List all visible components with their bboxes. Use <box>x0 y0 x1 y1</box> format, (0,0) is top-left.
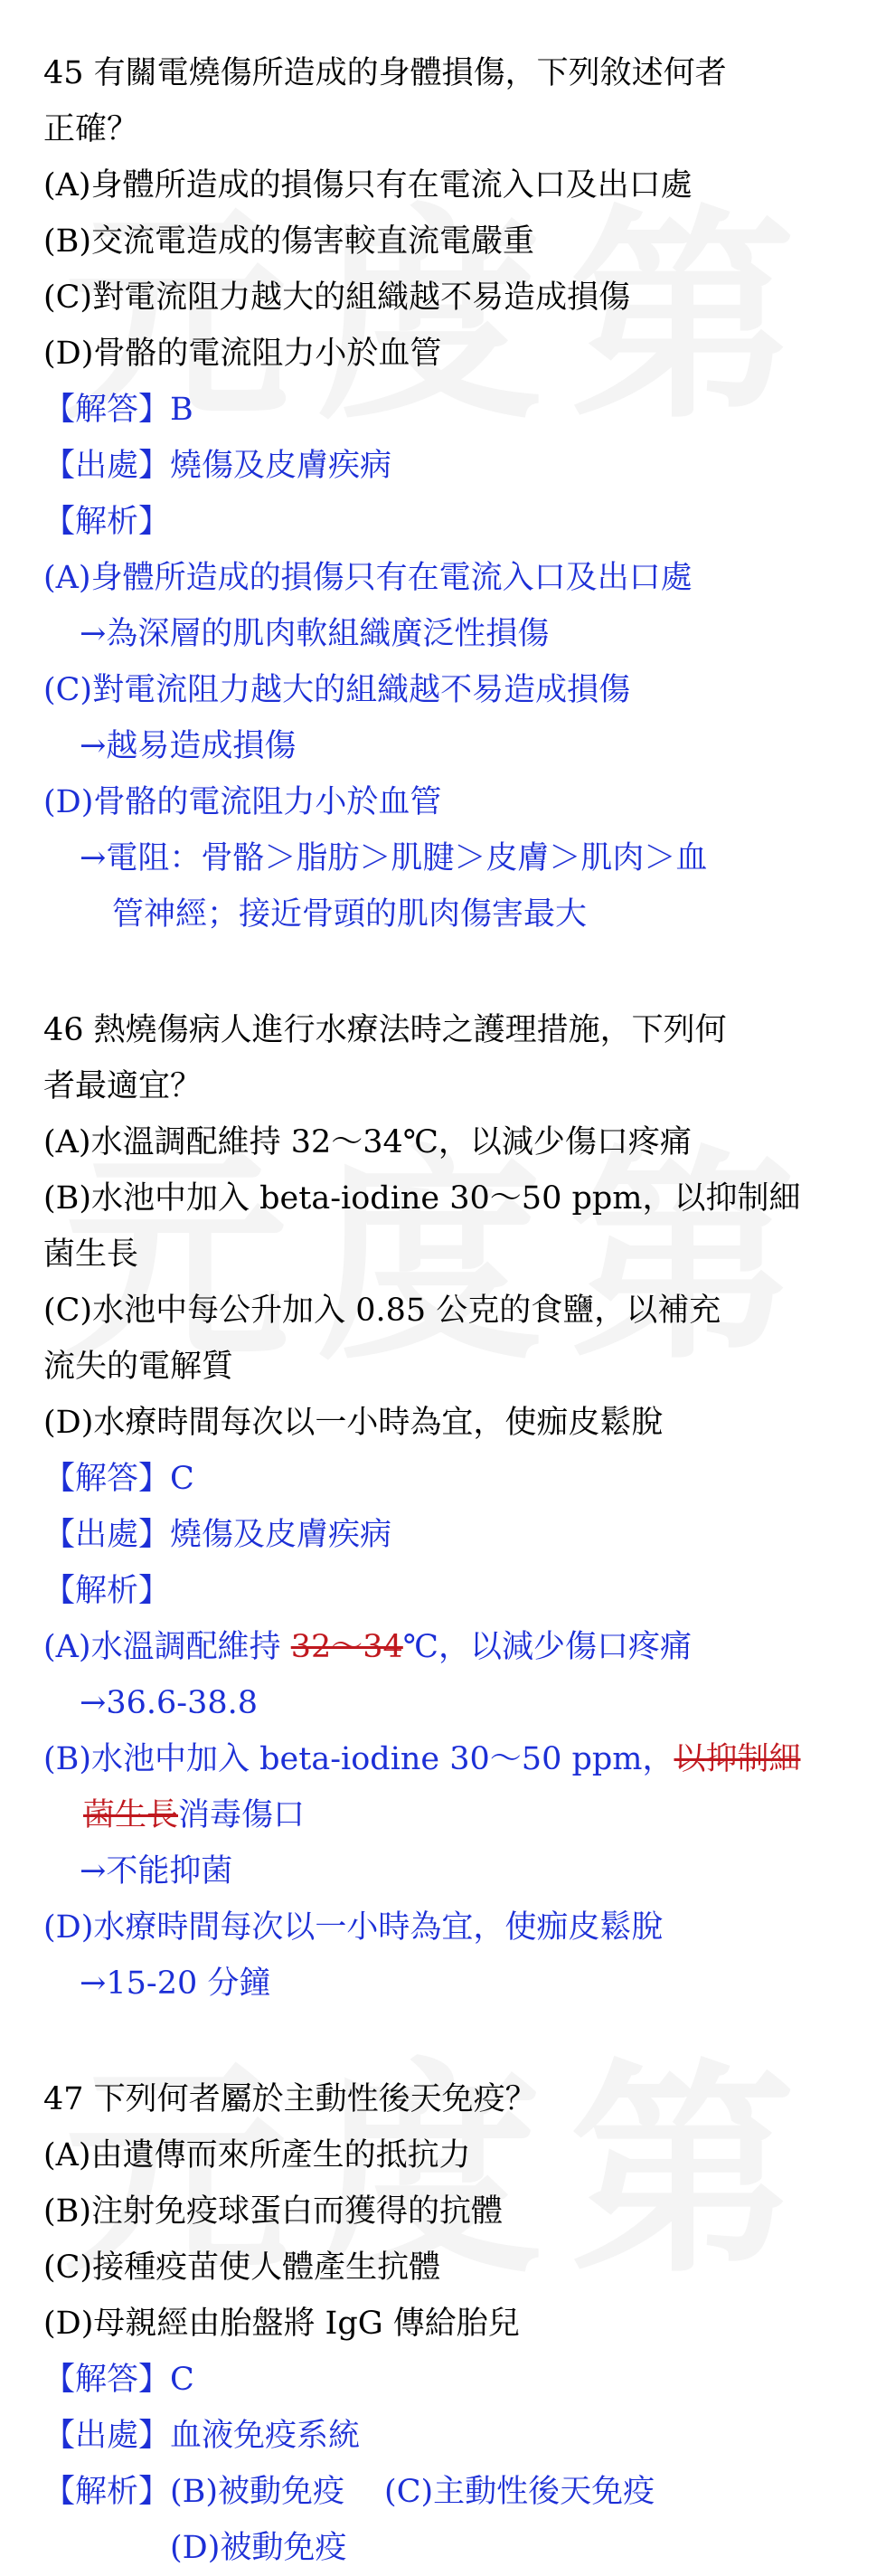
option-c: (C)對電流阻力越大的組織越不易造成損傷 <box>43 279 631 316</box>
option-c-cont: 流失的電解質 <box>43 1349 234 1385</box>
option-b: (B)水池中加入 beta-iodine 30～50 ppm，以抑制細 <box>43 1180 801 1217</box>
document-body <box>43 45 857 2576</box>
analysis-note: →越易造成損傷 <box>80 728 297 764</box>
analysis-label: 【解析】 <box>43 504 171 540</box>
analysis-item: (D)骨骼的電流阻力小於血管 <box>43 784 442 820</box>
option-a: (A)身體所造成的損傷只有在電流入口及出口處 <box>43 167 693 204</box>
analysis-note: →為深層的肌肉軟組織廣泛性損傷 <box>80 616 550 652</box>
analysis-text: (B)水池中加入 beta-iodine 30～50 ppm， <box>43 1741 674 1777</box>
option-c: (C)接種疫苗使人體產生抗體 <box>43 2249 441 2286</box>
source: 【出處】血液免疫系統 <box>43 2418 361 2454</box>
analysis-note: →15-20 分鐘 <box>80 1965 271 2002</box>
analysis-item: (A)身體所造成的損傷只有在電流入口及出口處 <box>43 560 693 596</box>
question-stem: 正確？ <box>43 111 139 147</box>
analysis-item: (C)主動性後天免疫 <box>384 2474 655 2510</box>
analysis-text: (A)水溫調配維持 <box>43 1629 291 1665</box>
source: 【出處】燒傷及皮膚疾病 <box>43 1517 392 1553</box>
option-d: (D)骨骼的電流阻力小於血管 <box>43 336 442 372</box>
option-a: (A)水溫調配維持 32～34℃，以減少傷口疼痛 <box>43 1124 692 1160</box>
struck-text: 菌生長 <box>83 1797 179 1833</box>
analysis-item: (D)被動免疫 <box>170 2530 347 2566</box>
analysis-note: →不能抑菌 <box>80 1853 233 1889</box>
option-c: (C)水池中每公升加入 0.85 公克的食鹽，以補充 <box>43 1293 721 1329</box>
analysis-block <box>43 2464 857 2576</box>
question-stem: 者最適宜？ <box>43 1068 203 1104</box>
question-stem: 45 有關電燒傷所造成的身體損傷，下列敘述何者 <box>43 55 727 91</box>
spacer <box>43 2012 857 2071</box>
analysis-text: ℃，以減少傷口疼痛 <box>402 1629 692 1665</box>
struck-text: 32～34 <box>290 1629 403 1665</box>
analysis-item: (C)對電流阻力越大的組織越不易造成損傷 <box>43 672 631 708</box>
analysis-item: (B)被動免疫 <box>170 2474 345 2510</box>
analysis-note: →36.6-38.8 <box>80 1685 259 1721</box>
spacer <box>43 942 857 1002</box>
analysis-row <box>170 2520 655 2576</box>
answer: 【解答】B <box>43 392 193 428</box>
answer: 【解答】C <box>43 2362 194 2398</box>
answer: 【解答】C <box>43 1461 194 1497</box>
analysis-label: 【解析】 <box>43 1573 171 1609</box>
analysis-item-cont <box>43 1787 857 1843</box>
analysis-items <box>170 2464 655 2576</box>
question-stem: 46 熱燒傷病人進行水療法時之護理措施，下列何 <box>43 1012 727 1048</box>
analysis-row <box>170 2464 655 2520</box>
option-d: (D)母親經由胎盤將 IgG 傳給胎兒 <box>43 2306 520 2342</box>
option-b-cont: 菌生長 <box>43 1236 139 1273</box>
analysis-item <box>43 1731 857 1787</box>
option-b: (B)交流電造成的傷害較直流電嚴重 <box>43 223 535 260</box>
option-a: (A)由遺傳而來所產生的抵抗力 <box>43 2137 471 2174</box>
source: 【出處】燒傷及皮膚疾病 <box>43 448 392 484</box>
option-b: (B)注射免疫球蛋白而獲得的抗體 <box>43 2193 504 2230</box>
question-45 <box>43 45 857 942</box>
analysis-note: 管神經；接近骨頭的肌肉傷害最大 <box>112 896 588 933</box>
struck-text: 以抑制細 <box>674 1741 801 1777</box>
analysis-item <box>43 1619 857 1675</box>
analysis-note: →電阻：骨骼＞脂肪＞肌腱＞皮膚＞肌肉＞血 <box>80 840 708 876</box>
question-47 <box>43 2071 857 2576</box>
option-d: (D)水療時間每次以一小時為宜，使痂皮鬆脫 <box>43 1405 664 1441</box>
question-46 <box>43 1002 857 2012</box>
analysis-label: 【解析】 <box>43 2474 171 2510</box>
analysis-item: (D)水療時間每次以一小時為宜，使痂皮鬆脫 <box>43 1909 664 1946</box>
question-stem: 47 下列何者屬於主動性後天免疫？ <box>43 2081 537 2117</box>
analysis-text: 消毒傷口 <box>178 1797 306 1833</box>
